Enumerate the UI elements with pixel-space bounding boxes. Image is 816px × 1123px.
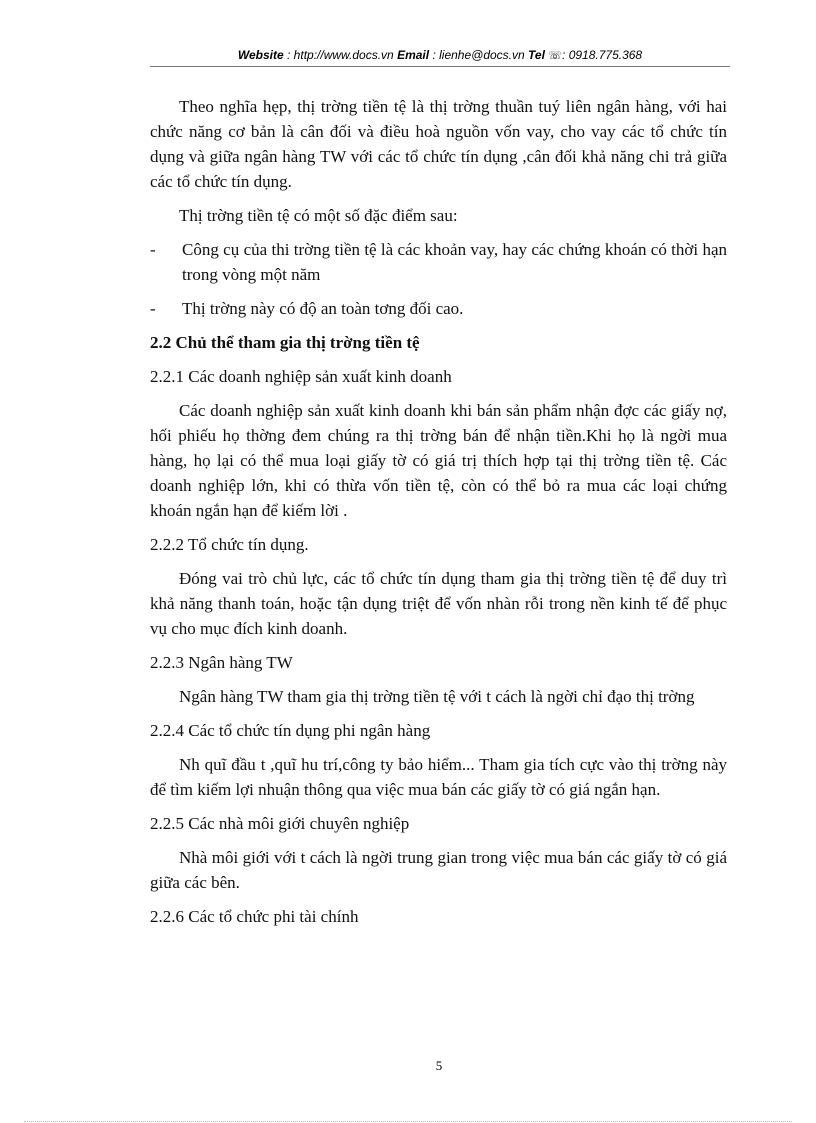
- subsection-heading-2-2-1: 2.2.1 Các doanh nghiệp sản xuất kinh doanh: [150, 367, 452, 386]
- subsection-heading-2-2-4: 2.2.4 Các tổ chức tín dụng phi ngân hàng: [150, 721, 431, 740]
- phone-icon: ☏: [548, 50, 563, 62]
- subsection-heading-2-2-5: 2.2.5 Các nhà môi giới chuyên nghiệp: [150, 814, 410, 833]
- subsection-heading-2-2-3: 2.2.3 Ngân hàng TW: [150, 653, 293, 672]
- bullet-text: Công cụ của thi trờng tiền tệ là các khoản vay, hay các chứng khoán có thời hạn trong vòng một năm: [182, 240, 727, 284]
- paragraph-definition: Theo nghĩa hẹp, thị trờng tiền tệ là thị trờng thuần tuý liên ngân hàng, với hai chức năng cơ bản là cân đối và điều hoà nguồn vốn vay, cho vay các tổ chức tín dụng và giữa ngân hàng TW với các tổ chức tín dụng ,cân đối khả năng chi trả giữa các tổ chức tín dụng.: [150, 97, 727, 191]
- page-bottom-edge: [24, 1121, 792, 1122]
- paragraph-features-intro: Thị trờng tiền tệ có một số đặc điểm sau:: [179, 206, 458, 225]
- paragraph-2-2-2: Đóng vai trò chủ lực, các tổ chức tín dụng tham gia thị trờng tiền tệ để duy trì khả năng thanh toán, hoặc tận dụng triệt để vốn nhàn rỗi trong nền kinh tế để phục vụ cho mục đích kinh doanh.: [150, 569, 727, 638]
- header-divider: [150, 66, 730, 67]
- paragraph-2-2-3: Ngân hàng TW tham gia thị trờng tiền tệ với t cách là ngời chỉ đạo thị trờng: [179, 687, 695, 706]
- bullet-item: [150, 237, 727, 287]
- email-label: Email: [397, 48, 430, 62]
- page-number: 5: [435, 1058, 443, 1073]
- bullet-marker: -: [150, 240, 156, 259]
- bullet-item: [150, 296, 727, 321]
- website-value: : http://www.docs.vn: [287, 48, 394, 62]
- paragraph-2-2-5: Nhà môi giới với t cách là ngời trung gian trong việc mua bán các giấy tờ có giá giữa các bên.: [150, 848, 727, 892]
- subsection-heading-2-2-6: 2.2.6 Các tổ chức phi tài chính: [150, 907, 359, 926]
- section-heading-2-2: 2.2 Chủ thể tham gia thị trờng tiền tệ: [150, 333, 420, 352]
- paragraph-2-2-1: Các doanh nghiệp sản xuất kinh doanh khi bán sản phẩm nhận đợc các giấy nợ, hối phiếu họ thờng đem chúng ra thị trờng bán để nhận tiền.Khi họ là ngời mua hàng, họ lại có thể mua loại giấy tờ có giá trị thích hợp tại thị trờng tiền tệ. Các doanh nghiệp lớn, khi có thừa vốn tiền tệ, còn có thể bỏ ra mua các loại chứng khoán ngắn hạn để kiếm lời .: [150, 401, 727, 520]
- page-header: [150, 48, 730, 62]
- paragraph-2-2-4: Nh quĩ đầu t ,quĩ hu trí,công ty bảo hiểm... Tham gia tích cực vào thị trờng này để tìm kiếm lợi nhuận thông qua việc mua bán các giấy tờ có giá ngắn hạn.: [150, 755, 727, 799]
- bullet-marker: -: [150, 299, 156, 318]
- document-body: [150, 94, 727, 938]
- tel-value: : 0918.775.368: [562, 48, 643, 62]
- tel-label: Tel: [528, 48, 545, 62]
- subsection-heading-2-2-2: 2.2.2 Tổ chức tín dụng.: [150, 535, 309, 554]
- email-value: : lienhe@docs.vn: [432, 48, 525, 62]
- bullet-text: Thị trờng này có độ an toàn tơng đối cao.: [182, 299, 464, 318]
- website-label: Website: [237, 48, 284, 62]
